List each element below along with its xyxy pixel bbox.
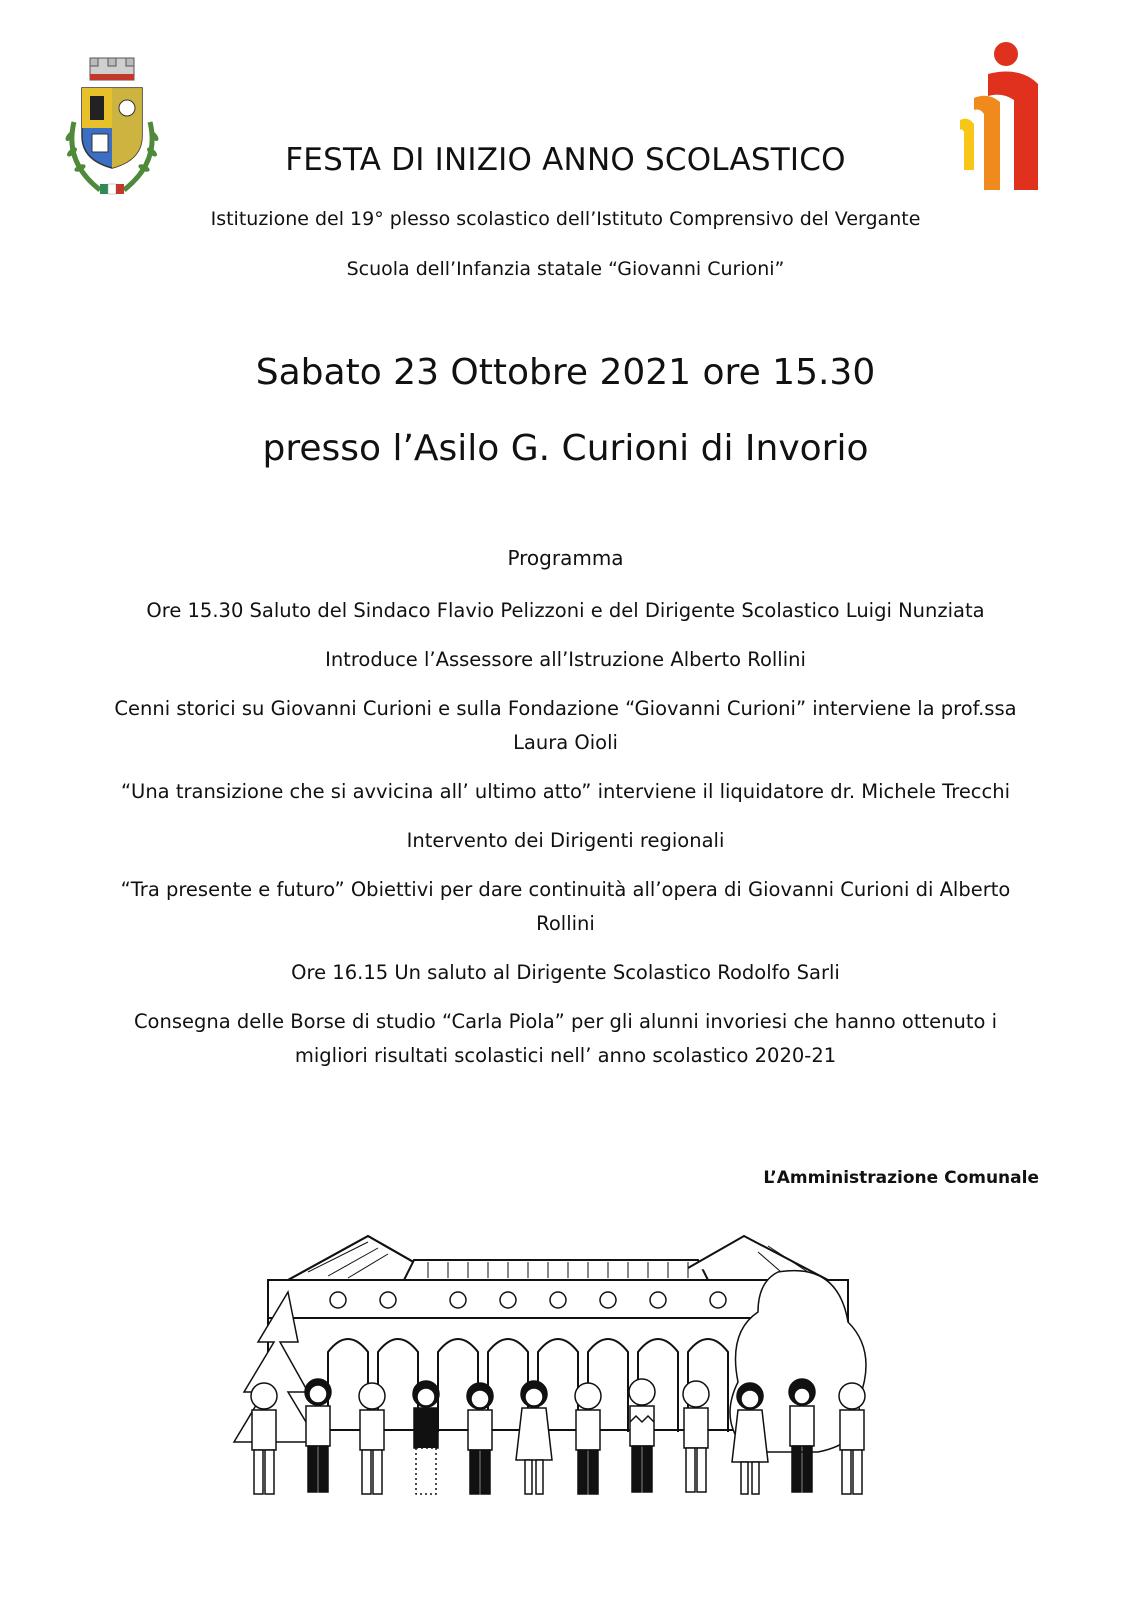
event-title: FESTA DI INIZIO ANNO SCOLASTICO <box>285 142 846 178</box>
event-location: presso l’Asilo G. Curioni di Invorio <box>262 428 869 469</box>
event-date-time: Sabato 23 Ottobre 2021 ore 15.30 <box>255 352 876 393</box>
program-heading: Programma <box>507 546 624 570</box>
event-subtitle-institution: Istituzione del 19° plesso scolastico dell’Istituto Comprensivo del Vergante <box>210 208 921 230</box>
program-item: Introduce l’Assessore all’Istruzione Alberto Rollini <box>325 648 806 671</box>
signature: L’Amministrazione Comunale <box>763 1168 1039 1188</box>
school-building-children-illustration <box>228 1232 880 1518</box>
program-item: “Tra presente e futuro” Obiettivi per dare continuità all’opera di Giovanni Curioni di Alberto Rollini <box>120 878 1011 935</box>
program-item: “Una transizione che si avvicina all’ ultimo atto” interviene il liquidatore dr. Michele Trecchi <box>120 780 1011 803</box>
program-item: Ore 16.15 Un saluto al Dirigente Scolastico Rodolfo Sarli <box>291 961 840 984</box>
program-item: Consegna delle Borse di studio “Carla Piola” per gli alunni invoriesi che hanno ottenuto i migliori risultati scolastici nell’ anno scolastico 2020-21 <box>133 1010 998 1067</box>
program-list <box>100 594 1031 1088</box>
municipal-coat-of-arms-icon <box>60 52 164 204</box>
program-item: Ore 15.30 Saluto del Sindaco Flavio Pelizzoni e del Dirigente Scolastico Luigi Nunziata <box>146 599 985 622</box>
program-item: Cenni storici su Giovanni Curioni e sulla Fondazione “Giovanni Curioni” interviene la prof.ssa Laura Oioli <box>114 697 1017 754</box>
program-item: Intervento dei Dirigenti regionali <box>406 829 725 852</box>
event-subtitle-school: Scuola dell’Infanzia statale “Giovanni Curioni” <box>346 258 785 280</box>
